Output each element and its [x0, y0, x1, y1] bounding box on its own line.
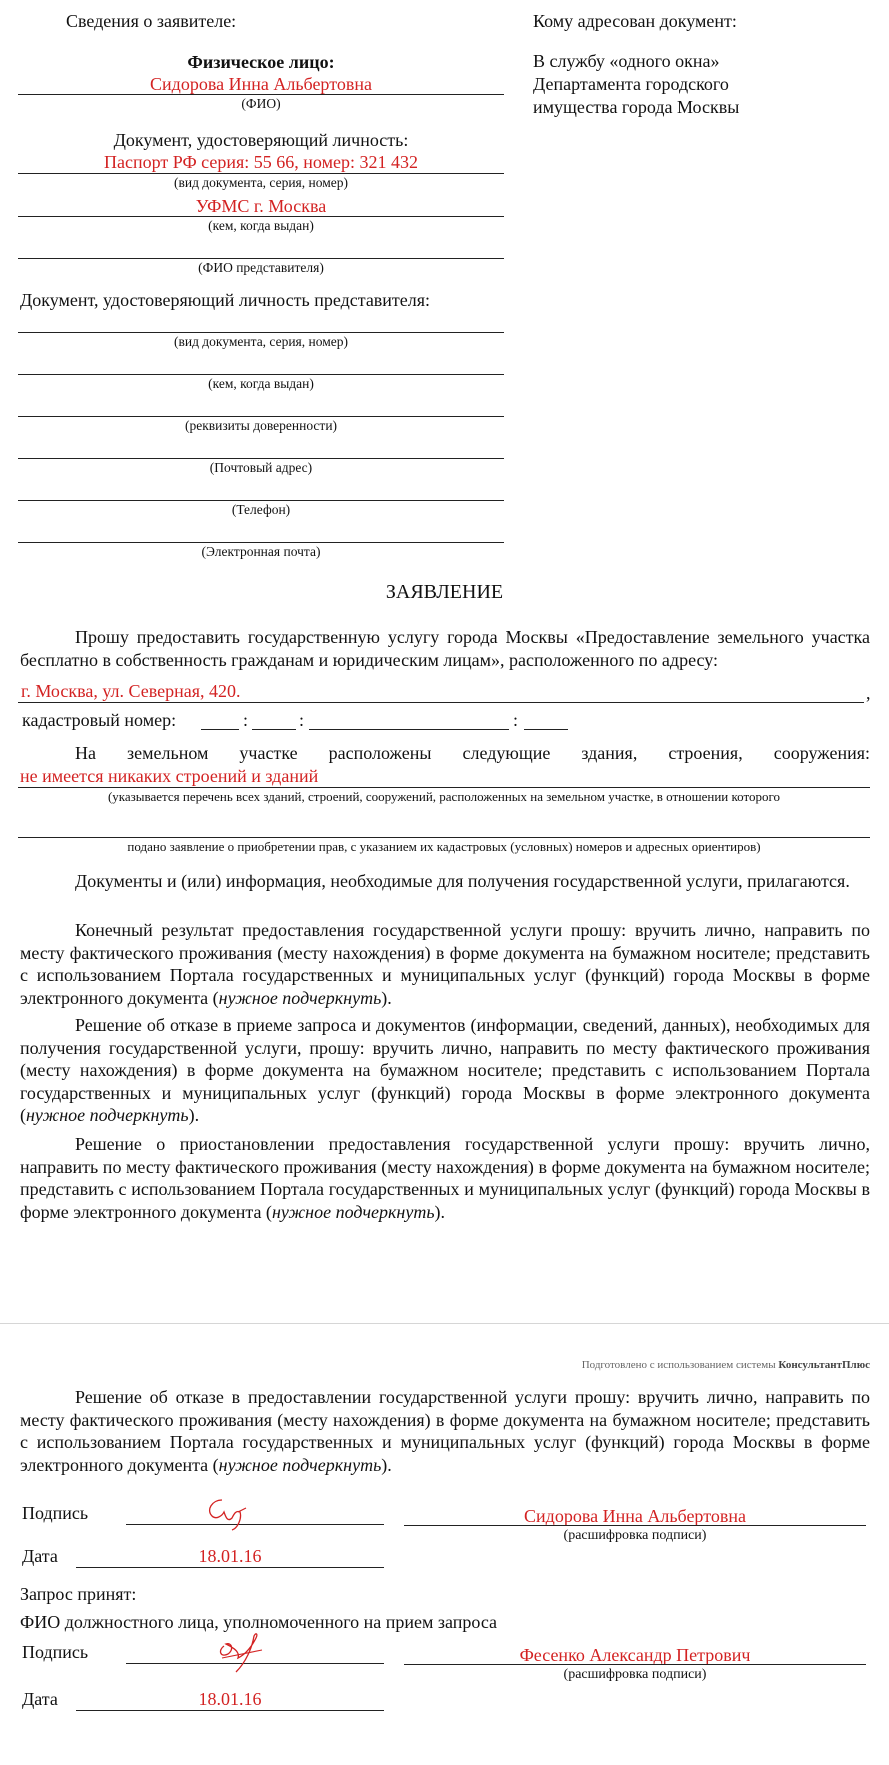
- id-doc-label: Документ, удостоверяющий личность:: [113, 130, 409, 150]
- cadastral-part1[interactable]: [201, 729, 239, 730]
- addressee-line3: имущества города Москвы: [533, 97, 740, 117]
- signature-caption: (расшифровка подписи): [563, 1528, 707, 1543]
- buildings-word: участке: [239, 743, 298, 763]
- signature-line[interactable]: [126, 1524, 384, 1525]
- intro-paragraph: [20, 626, 870, 671]
- intro-text: Прошу предоставить государственную услугу города Москвы «Предоставление земельного участка бесплатно в собственность гражданам и юридическим лицам», расположенного по адресу:: [20, 627, 870, 670]
- cadastral-sep1: :: [243, 710, 249, 730]
- full-name-line: [18, 94, 504, 95]
- buildings-caption-2: подано заявление о приобретении прав, с указанием их кадастровых (условных) номеров и адресных ориентиров): [127, 839, 761, 854]
- docs-text: Документы и (или) информация, необходимые для получения государственной услуги, прилагаются.: [75, 871, 850, 891]
- applicant-heading: Сведения о заявителе:: [66, 11, 237, 31]
- applicant-type-label: Физическое лицо:: [187, 52, 335, 72]
- official-date-value[interactable]: 18.01.16: [198, 1689, 262, 1709]
- email-caption: (Электронная почта): [201, 544, 321, 559]
- signer-name[interactable]: Сидорова Инна Альбертовна: [524, 1506, 746, 1526]
- closing: ).: [381, 1454, 392, 1475]
- rep-issued-line: [18, 374, 504, 375]
- email-line: [18, 542, 504, 543]
- buildings-word: строения,: [668, 743, 743, 763]
- full-name-caption: (ФИО): [241, 96, 281, 111]
- refusal-request-paragraph: [20, 1014, 870, 1127]
- cadastral-label: кадастровый номер:: [22, 710, 177, 730]
- cadastral-sep3: :: [513, 710, 519, 730]
- power-of-attorney-caption: (реквизиты доверенности): [184, 418, 338, 433]
- postal-caption: (Почтовый адрес): [209, 460, 313, 475]
- phone-caption: (Телефон): [231, 502, 291, 517]
- buildings-word: сооружения:: [773, 743, 870, 763]
- statement-title: ЗАЯВЛЕНИЕ: [385, 581, 504, 603]
- rep-doc-label: Документ, удостоверяющий личность представителя:: [20, 290, 431, 310]
- consultant-brand: КонсультантПлюс: [778, 1359, 870, 1371]
- official-date-line: [76, 1710, 384, 1711]
- cadastral-part3[interactable]: [309, 729, 509, 730]
- date-value[interactable]: 18.01.16: [198, 1546, 262, 1566]
- buildings-value[interactable]: не имеется никаких строений и зданий: [20, 766, 319, 786]
- rep-name-caption: (ФИО представителя): [198, 260, 324, 275]
- id-doc-caption: (вид документа, серия, номер): [173, 175, 349, 190]
- rep-name-line: [18, 258, 504, 259]
- official-signature-caption: (расшифровка подписи): [563, 1667, 707, 1682]
- official-label: ФИО должностного лица, уполномоченного на прием запроса: [20, 1612, 498, 1632]
- power-of-attorney-line: [18, 416, 504, 417]
- buildings-word: расположены: [328, 743, 432, 763]
- official-date-label: Дата: [22, 1689, 58, 1709]
- signer-name-line: [404, 1525, 866, 1526]
- suspension-text: Решение о приостановлении предоставления государственной услуги прошу: вручить лично, направить по месту фактического проживания (месту нахождения) в форме документа на бумажном носителе; представить с использованием Портала государственных и муниципальных услуг (функций) города Москвы в форме электронного документа (: [20, 1134, 870, 1222]
- rep-doc-line: [18, 332, 504, 333]
- underline-note: нужное подчеркнуть: [26, 1105, 189, 1125]
- closing: ).: [434, 1201, 446, 1222]
- consultant-prefix: Подготовлено с использованием системы: [581, 1359, 779, 1371]
- result-text: Конечный результат предоставления государственной услуги прошу: вручить лично, направить по месту фактического проживания (месту нахождения) в форме документа на бумажном носителе; представить с использованием Портала государственных и муниципальных услуг (функций) города Москвы в форме электронного документа (: [20, 920, 870, 1008]
- closing: ).: [381, 987, 392, 1008]
- buildings-line: [18, 787, 870, 788]
- result-paragraph: [20, 919, 870, 1009]
- address-value[interactable]: г. Москва, ул. Северная, 420.: [21, 681, 241, 701]
- refusal-service-text: Решение об отказе в предоставлении государственной услуги прошу: вручить лично, направить по месту фактического проживания (месту нахождения) в форме документа на бумажном носителе; представить с использованием Портала государственных и муниципальных услуг (функций) города Москвы в форме электронного документа (: [20, 1387, 870, 1475]
- buildings-word: здания,: [581, 743, 638, 763]
- issued-by-caption: (кем, когда выдан): [208, 218, 314, 233]
- official-signature-label: Подпись: [22, 1642, 89, 1662]
- official-name[interactable]: Фесенко Александр Петрович: [519, 1645, 751, 1665]
- issued-by-value[interactable]: УФМС г. Москва: [195, 196, 327, 216]
- consultant-note: [582, 1358, 870, 1372]
- date-line: [76, 1567, 384, 1568]
- docs-paragraph: [20, 870, 870, 893]
- applicant-full-name[interactable]: Сидорова Инна Альбертовна: [150, 74, 372, 94]
- refusal-request-text: Решение об отказе в приеме запроса и документов (информации, сведений, данных), необходимых для получения государственной услуги, прошу: вручить лично, направить по месту фактического проживания (месту нахождения) в форме документа на бумажном носителе; представить с использованием Портала государственных и муниципальных услуг (функций) города Москвы в форме электронного документа (: [20, 1015, 870, 1125]
- addressee-line1: В службу «одного окна»: [533, 51, 720, 71]
- refusal-service-paragraph: [20, 1386, 870, 1476]
- id-doc-value[interactable]: Паспорт РФ серия: 55 66, номер: 321 432: [104, 152, 418, 172]
- issued-by-line: [18, 216, 504, 217]
- underline-note: нужное подчеркнуть: [218, 987, 382, 1008]
- signature-label: Подпись: [22, 1503, 89, 1523]
- official-signature-mark: [212, 1628, 276, 1680]
- request-accepted: Запрос принят:: [20, 1584, 137, 1604]
- page-divider: [0, 1323, 889, 1324]
- rep-issued-caption: (кем, когда выдан): [208, 376, 314, 391]
- address-line: [18, 702, 864, 703]
- closing: ).: [188, 1105, 200, 1125]
- cadastral-part4[interactable]: [524, 729, 568, 730]
- underline-note: нужное подчеркнуть: [271, 1201, 435, 1222]
- official-name-line: [404, 1664, 866, 1665]
- addressee-heading: Кому адресован документ:: [533, 11, 737, 31]
- phone-line: [18, 500, 504, 501]
- suspension-paragraph: [20, 1133, 870, 1223]
- buildings-label: [75, 742, 870, 764]
- address-comma: ,: [866, 683, 871, 703]
- buildings-line-2: [18, 837, 870, 838]
- applicant-signature-mark: [202, 1496, 254, 1532]
- buildings-caption-1: (указывается перечень всех зданий, строений, сооружений, расположенных на земельном участке, в отношении которого: [107, 789, 781, 804]
- cadastral-sep2: :: [299, 710, 305, 730]
- buildings-word: земельном: [127, 743, 209, 763]
- postal-line: [18, 458, 504, 459]
- cadastral-part2[interactable]: [252, 729, 296, 730]
- rep-doc-caption: (вид документа, серия, номер): [173, 334, 349, 349]
- addressee-line2: Департамента городского: [533, 74, 729, 94]
- buildings-word: следующие: [462, 743, 551, 763]
- underline-note: нужное подчеркнуть: [218, 1454, 382, 1475]
- buildings-word: На: [75, 743, 96, 763]
- date-label: Дата: [22, 1546, 58, 1566]
- id-doc-line: [18, 173, 504, 174]
